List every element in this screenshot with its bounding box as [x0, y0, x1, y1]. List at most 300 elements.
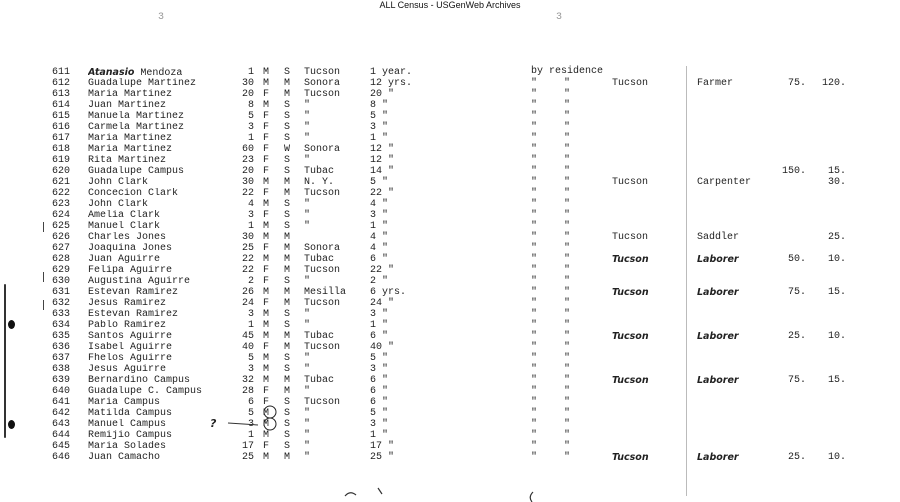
person-name: Fhelos Aguirre [88, 353, 173, 364]
person-name: Rita Martinez [88, 155, 167, 166]
age-cell: 6 [247, 397, 254, 408]
personal-value: 10. [827, 254, 846, 265]
sex-cell: F [263, 133, 270, 144]
row-number: 630 [52, 276, 71, 287]
ditto-mark: " [564, 111, 571, 122]
ditto-mark: " [564, 441, 571, 452]
residence-cell: 1 " [370, 430, 389, 441]
birthplace-cell: Tubac [304, 166, 335, 177]
row-number: 612 [52, 78, 71, 89]
birthplace-cell: Sonora [304, 78, 341, 89]
marital-cell: M [284, 188, 291, 199]
row-number: 621 [52, 177, 71, 188]
ditto-mark: " [564, 331, 571, 342]
age-cell: 22 [241, 254, 254, 265]
age-cell: 26 [241, 287, 254, 298]
row-number: 628 [52, 254, 71, 265]
sex-cell: M [263, 375, 270, 386]
ditto-mark: " [531, 331, 538, 342]
marital-cell: M [284, 452, 291, 463]
personal-value: 15. [827, 375, 846, 386]
birthplace-cell: " [304, 221, 311, 232]
row-number: 635 [52, 331, 71, 342]
row-number: 631 [52, 287, 71, 298]
ditto-mark: " [564, 397, 571, 408]
person-name: Manuela Martinez [88, 111, 185, 122]
residence-cell: 2 " [370, 276, 389, 287]
row-number: 624 [52, 210, 71, 221]
person-name: Augustina Aguirre [88, 276, 191, 287]
sex-cell: F [263, 243, 270, 254]
marital-cell: M [284, 177, 291, 188]
residence-cell: 4 " [370, 232, 389, 243]
ditto-mark: " [564, 177, 571, 188]
sex-cell: M [263, 232, 270, 243]
residence-cell: 3 " [370, 364, 389, 375]
real-estate-value: 75. [787, 78, 806, 89]
marital-cell: S [284, 155, 291, 166]
pen-stroke [228, 423, 258, 425]
marital-cell: M [284, 287, 291, 298]
ditto-mark: " [564, 342, 571, 353]
residence-cell: 8 " [370, 100, 389, 111]
age-cell: 24 [241, 298, 254, 309]
ditto-mark: " [531, 177, 538, 188]
town-cell: Tucson [612, 177, 649, 188]
person-name: Joaquina Jones [88, 243, 173, 254]
residence-cell: 3 " [370, 210, 389, 221]
person-name: John Clark [88, 199, 149, 210]
first-name-handwritten: Atanasio [88, 67, 135, 78]
age-cell: 1 [247, 133, 254, 144]
age-cell: 5 [247, 111, 254, 122]
ditto-mark: " [564, 430, 571, 441]
age-cell: 45 [241, 331, 254, 342]
archive-header: ALL Census - USGenWeb Archives [379, 0, 521, 10]
ditto-mark: " [564, 133, 571, 144]
ditto-mark: " [531, 122, 538, 133]
person-name: Carmela Martinez [88, 122, 185, 133]
ditto-mark: " [564, 144, 571, 155]
town-cell: Tucson [612, 287, 649, 298]
birthplace-cell: " [304, 100, 311, 111]
occupation-cell: Laborer [697, 452, 739, 463]
ditto-mark: " [531, 375, 538, 386]
sex-cell: F [263, 386, 270, 397]
ditto-mark: " [531, 133, 538, 144]
birthplace-cell: " [304, 386, 311, 397]
age-cell: 1 [247, 221, 254, 232]
person-name: Maria Solades [88, 441, 167, 452]
residence-cell: 6 " [370, 254, 389, 265]
pen-stroke [530, 492, 533, 502]
ditto-mark: " [531, 144, 538, 155]
birthplace-cell: Tucson [304, 298, 341, 309]
age-cell: 23 [241, 155, 254, 166]
town-cell: Tucson [612, 452, 649, 463]
birthplace-cell: Tubac [304, 254, 335, 265]
row-number: 643 [52, 419, 71, 430]
marital-cell: M [284, 331, 291, 342]
residence-cell: 17 " [370, 441, 395, 452]
ditto-mark: " [531, 111, 538, 122]
birthplace-cell: " [304, 111, 311, 122]
marital-cell: S [284, 100, 291, 111]
occupation-cell: Saddler [697, 232, 740, 243]
residence-cell: 6 " [370, 375, 389, 386]
residence-cell: 4 " [370, 243, 389, 254]
ditto-mark: " [531, 243, 538, 254]
ditto-mark: " [531, 364, 538, 375]
town-cell: Tucson [612, 78, 649, 89]
town-cell: Tucson [612, 331, 649, 342]
town-cell: Tucson [612, 375, 649, 386]
row-number: 618 [52, 144, 71, 155]
ditto-mark: " [531, 265, 538, 276]
ditto-mark: " [564, 452, 571, 463]
birthplace-cell: " [304, 408, 311, 419]
person-name: Estevan Ramirez [88, 287, 179, 298]
ditto-mark: " [531, 353, 538, 364]
ditto-mark: " [564, 100, 571, 111]
circle-mark [264, 406, 276, 418]
ditto-mark: " [564, 254, 571, 265]
person-name: Guadalupe Campus [88, 166, 185, 177]
residence-cell: 40 " [370, 342, 395, 353]
ditto-mark: " [564, 188, 571, 199]
occupation-cell: Laborer [697, 331, 739, 342]
age-cell: 2 [247, 276, 254, 287]
birthplace-cell: " [304, 276, 311, 287]
marital-cell: S [284, 419, 291, 430]
row-number: 638 [52, 364, 71, 375]
row-number: 619 [52, 155, 71, 166]
ditto-mark: " [531, 408, 538, 419]
marital-cell: M [284, 265, 291, 276]
row-number: 636 [52, 342, 71, 353]
age-cell: 20 [241, 166, 254, 177]
ditto-mark: " [531, 100, 538, 111]
birthplace-cell: " [304, 353, 311, 364]
ditto-mark: " [531, 78, 538, 89]
marital-cell: M [284, 243, 291, 254]
person-name: Concecion Clark [88, 188, 179, 199]
marital-cell: S [284, 320, 291, 331]
age-cell: 3 [247, 309, 254, 320]
birthplace-cell: N. Y. [304, 177, 335, 188]
ditto-mark: " [564, 298, 571, 309]
marital-cell: S [284, 111, 291, 122]
marital-cell: S [284, 199, 291, 210]
row-number: 626 [52, 232, 71, 243]
ditto-mark: " [564, 364, 571, 375]
row-number: 615 [52, 111, 71, 122]
residence-cell: 20 " [370, 89, 395, 100]
age-cell: 22 [241, 188, 254, 199]
ditto-mark: " [531, 232, 538, 243]
occupation-cell: Carpenter [697, 177, 752, 188]
real-estate-value: 50. [787, 254, 806, 265]
sex-cell: F [263, 122, 270, 133]
marital-cell: M [284, 78, 291, 89]
ditto-mark: " [564, 408, 571, 419]
birthplace-cell: Sonora [304, 243, 341, 254]
birthplace-cell: " [304, 452, 311, 463]
person-name: Maria Martinez [88, 144, 173, 155]
marital-cell: M [284, 232, 291, 243]
ditto-mark: " [531, 441, 538, 452]
row-number: 639 [52, 375, 71, 386]
marital-cell: S [284, 408, 291, 419]
residence-cell: 3 " [370, 309, 389, 320]
birthplace-cell: Tubac [304, 331, 335, 342]
sex-cell: M [263, 364, 270, 375]
ditto-mark: " [564, 78, 571, 89]
residence-cell: 24 " [370, 298, 395, 309]
surname: Mendoza [140, 68, 183, 79]
sex-cell: M [263, 452, 270, 463]
ditto-mark: " [531, 452, 538, 463]
row-number: 625 [52, 221, 71, 232]
residence-cell: 12 " [370, 144, 395, 155]
marital-cell: S [284, 210, 291, 221]
marital-cell: S [284, 221, 291, 232]
ditto-mark: " [564, 232, 571, 243]
ditto-mark: " [531, 342, 538, 353]
marital-cell: S [284, 276, 291, 287]
ditto-mark: " [564, 309, 571, 320]
pen-stroke [378, 488, 382, 494]
sex-cell: F [263, 144, 270, 155]
row-number: 627 [52, 243, 71, 254]
marital-cell: S [284, 397, 291, 408]
occupation-cell: Laborer [697, 375, 739, 386]
ditto-mark: " [564, 419, 571, 430]
ditto-mark: " [531, 430, 538, 441]
birthplace-cell: Tucson [304, 89, 341, 100]
age-cell: 4 [247, 199, 254, 210]
marital-cell: S [284, 133, 291, 144]
birthplace-cell: Tucson [304, 67, 341, 78]
sex-cell: F [263, 166, 270, 177]
age-cell: 25 [241, 243, 254, 254]
person-name: Manuel Campus [88, 419, 167, 430]
ditto-mark: " [531, 199, 538, 210]
person-name: Juan Camacho [88, 452, 161, 463]
personal-value: 10. [827, 331, 846, 342]
row-number: 629 [52, 265, 71, 276]
circle-mark [264, 418, 276, 430]
age-cell: 5 [247, 353, 254, 364]
age-cell: 3 [247, 364, 254, 375]
sex-cell: M [263, 430, 270, 441]
person-name: Pablo Ramirez [88, 320, 167, 331]
sex-cell: M [263, 353, 270, 364]
marital-cell: S [284, 353, 291, 364]
ditto-mark: " [564, 353, 571, 364]
sex-cell: F [263, 188, 270, 199]
ditto-mark: " [564, 155, 571, 166]
town-cell: Tucson [612, 254, 649, 265]
person-name: Amelia Clark [88, 210, 161, 221]
birthplace-cell: " [304, 364, 311, 375]
residence-cell: 3 " [370, 419, 389, 430]
birthplace-cell: " [304, 430, 311, 441]
residence-cell: 6 " [370, 331, 389, 342]
personal-value: 120. [821, 78, 846, 89]
birthplace-cell: " [304, 155, 311, 166]
age-cell: 3 [247, 122, 254, 133]
marital-cell: M [284, 342, 291, 353]
age-cell: 28 [241, 386, 254, 397]
residence-cell: 6 yrs. [370, 287, 407, 298]
person-name: Guadalupe C. Campus [88, 386, 203, 397]
residence-cell: 1 " [370, 133, 389, 144]
sex-cell: M [263, 309, 270, 320]
residence-annotation: by residence [531, 66, 604, 77]
marital-cell: S [284, 67, 291, 78]
age-cell: 60 [241, 144, 254, 155]
ditto-mark: " [531, 386, 538, 397]
person-name: Maria Martinez [88, 89, 173, 100]
birthplace-cell: " [304, 122, 311, 133]
residence-cell: 25 " [370, 452, 395, 463]
ditto-mark: " [531, 397, 538, 408]
personal-value: 25. [827, 232, 846, 243]
person-name: Manuel Clark [88, 221, 161, 232]
row-number: 646 [52, 452, 71, 463]
residence-cell: 1 " [370, 221, 389, 232]
age-cell: 1 [247, 67, 254, 78]
ditto-mark: " [564, 89, 571, 100]
sex-cell: F [263, 89, 270, 100]
age-cell: 32 [241, 375, 254, 386]
birthplace-cell: " [304, 441, 311, 452]
ditto-mark: " [531, 298, 538, 309]
sex-cell: M [263, 78, 270, 89]
marital-cell: S [284, 430, 291, 441]
residence-cell: 14 " [370, 166, 395, 177]
marital-cell: S [284, 441, 291, 452]
ditto-mark: " [564, 386, 571, 397]
sex-cell: M [263, 199, 270, 210]
ditto-mark: " [564, 265, 571, 276]
ditto-mark: " [531, 155, 538, 166]
page-number-left: 3 [158, 12, 165, 23]
age-cell: 8 [247, 100, 254, 111]
ditto-mark: " [531, 89, 538, 100]
residence-cell: 4 " [370, 199, 389, 210]
age-cell: 30 [241, 177, 254, 188]
sex-cell: F [263, 210, 270, 221]
sex-cell: F [263, 155, 270, 166]
row-number: 645 [52, 441, 71, 452]
row-number: 634 [52, 320, 71, 331]
sex-cell: M [263, 100, 270, 111]
sex-cell: F [263, 298, 270, 309]
ditto-mark: " [531, 320, 538, 331]
question-mark: ? [210, 417, 217, 430]
age-cell: 20 [241, 89, 254, 100]
ditto-mark: " [564, 210, 571, 221]
residence-cell: 22 " [370, 265, 395, 276]
ditto-mark: " [564, 276, 571, 287]
sex-cell: M [263, 177, 270, 188]
sex-cell: F [263, 265, 270, 276]
age-cell: 3 [247, 419, 254, 430]
ditto-mark: " [564, 287, 571, 298]
residence-cell: 6 " [370, 386, 389, 397]
residence-cell: 5 " [370, 408, 389, 419]
personal-value: 15. [827, 287, 846, 298]
marital-cell: S [284, 364, 291, 375]
person-name: Isabel Aguirre [88, 342, 173, 353]
occupation-cell: Laborer [697, 287, 739, 298]
row-number: 620 [52, 166, 71, 177]
row-number: 641 [52, 397, 71, 408]
person-name: Guadalupe Martinez [88, 78, 197, 89]
row-number: 613 [52, 89, 71, 100]
birthplace-cell: Mesilla [304, 287, 347, 298]
sex-cell: F [263, 342, 270, 353]
real-estate-value: 25. [787, 452, 806, 463]
person-name: Juan Martinez [88, 100, 167, 111]
personal-value: 30. [827, 177, 846, 188]
ditto-mark: " [531, 419, 538, 430]
row-number: 623 [52, 199, 71, 210]
residence-cell: 12 " [370, 155, 395, 166]
row-number: 640 [52, 386, 71, 397]
row-number: 633 [52, 309, 71, 320]
row-number: 617 [52, 133, 71, 144]
sex-cell: M [263, 287, 270, 298]
marital-cell: M [284, 375, 291, 386]
marital-cell: S [284, 122, 291, 133]
residence-cell: 5 " [370, 177, 389, 188]
marital-cell: M [284, 89, 291, 100]
residence-cell: 5 " [370, 353, 389, 364]
birthplace-cell: " [304, 419, 311, 430]
row-number: 611 [52, 67, 71, 78]
sex-cell: M [263, 320, 270, 331]
person-name: Remijio Campus [88, 430, 173, 441]
person-name: John Clark [88, 177, 149, 188]
age-cell: 25 [241, 452, 254, 463]
real-estate-value: 150. [781, 166, 806, 177]
birthplace-cell: Sonora [304, 144, 341, 155]
ditto-mark: " [531, 254, 538, 265]
person-name: Matilda Campus [88, 408, 173, 419]
person-name: Charles Jones [88, 232, 167, 243]
marital-cell: M [284, 298, 291, 309]
age-cell: 1 [247, 430, 254, 441]
ditto-mark: " [531, 221, 538, 232]
ditto-mark: " [564, 166, 571, 177]
sex-cell: F [263, 276, 270, 287]
residence-cell: 3 " [370, 122, 389, 133]
age-cell: 17 [241, 441, 254, 452]
marital-cell: S [284, 166, 291, 177]
residence-cell: 1 " [370, 320, 389, 331]
pen-stroke [345, 493, 356, 496]
birthplace-cell: Tubac [304, 375, 335, 386]
residence-cell: 12 yrs. [370, 78, 413, 89]
sex-cell: M [263, 221, 270, 232]
ditto-mark: " [564, 320, 571, 331]
birthplace-cell: Tucson [304, 265, 341, 276]
person-name: Estevan Ramirez [88, 309, 179, 320]
ditto-mark: " [564, 375, 571, 386]
